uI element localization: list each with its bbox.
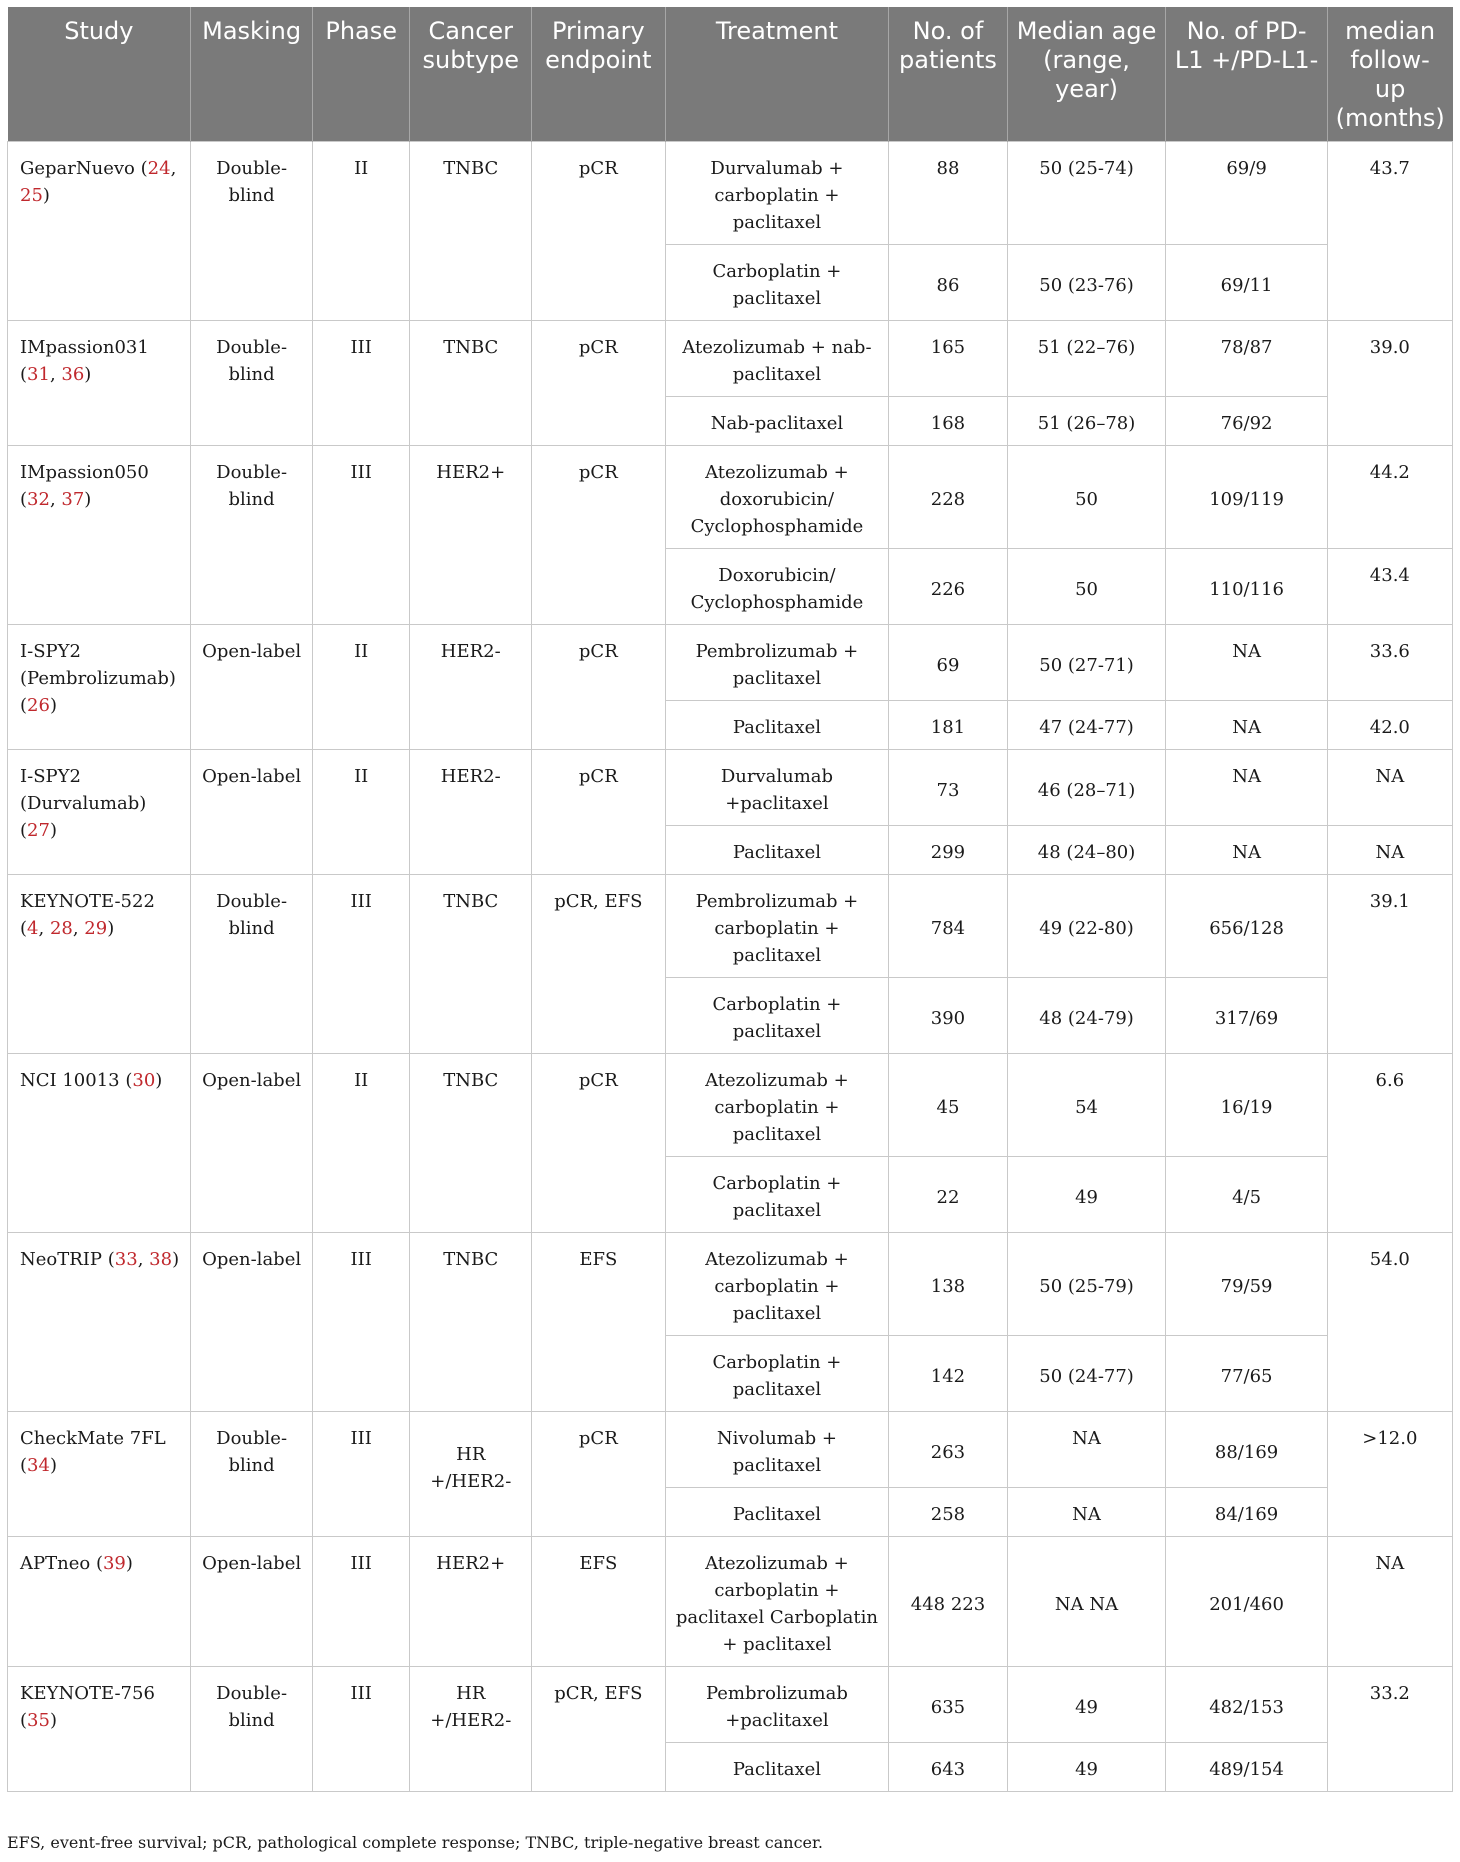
patients-cell: 299	[889, 826, 1007, 875]
patients-cell: 73	[889, 750, 1007, 826]
age-cell: 49	[1007, 1743, 1166, 1792]
pdl1-cell: 656/128	[1166, 875, 1327, 978]
treatment-cell: Paclitaxel	[665, 1743, 889, 1792]
treatment-cell: Carboplatin + paclitaxel	[665, 245, 889, 321]
phase-cell: III	[312, 1233, 409, 1412]
subtype-cell: TNBC	[410, 142, 532, 321]
treatment-cell: Paclitaxel	[665, 826, 889, 875]
study-cell	[8, 1233, 191, 1412]
study-name: KEYNOTE-522	[20, 891, 155, 912]
table-footnote: EFS, event-free survival; pCR, pathological complete response; TNBC, triple-negative breast cancer.	[7, 1833, 823, 1852]
patients-cell: 45	[889, 1054, 1007, 1157]
reference-link[interactable]: 32	[27, 489, 50, 510]
patients-cell: 784	[889, 875, 1007, 978]
column-header-no-of-patients: No. of patients	[889, 7, 1007, 142]
study-cell	[8, 1054, 191, 1233]
subtype-cell: TNBC	[410, 875, 532, 1054]
pdl1-cell: 317/69	[1166, 978, 1327, 1054]
phase-cell: III	[312, 321, 409, 446]
age-cell: 50 (25-79)	[1007, 1233, 1166, 1336]
age-cell: 54	[1007, 1054, 1166, 1157]
endpoint-cell: pCR, EFS	[532, 875, 665, 1054]
pdl1-cell: NA	[1166, 750, 1327, 826]
pdl1-cell: NA	[1166, 826, 1327, 875]
reference-list: (24, 25)	[20, 158, 177, 206]
age-cell: 51 (22–76)	[1007, 321, 1166, 397]
followup-cell: 43.4	[1327, 549, 1452, 625]
study-cell	[8, 142, 191, 321]
column-header-primary-endpoint: Primary endpoint	[532, 7, 665, 142]
followup-cell: NA	[1327, 1537, 1452, 1667]
patients-cell: 168	[889, 397, 1007, 446]
reference-list: (27)	[20, 820, 57, 841]
age-cell: 47 (24-77)	[1007, 701, 1166, 750]
masking-cell: Open-label	[191, 1537, 313, 1667]
age-cell: 49	[1007, 1667, 1166, 1743]
masking-cell: Double-blind	[191, 446, 313, 625]
reference-link[interactable]: 34	[27, 1455, 50, 1476]
table-row	[8, 875, 1453, 978]
masking-cell: Open-label	[191, 750, 313, 875]
reference-link[interactable]: 37	[61, 489, 85, 510]
column-header-median-follow-up: median follow-up (months)	[1327, 7, 1452, 142]
followup-cell: NA	[1327, 750, 1452, 826]
pdl1-cell: 84/169	[1166, 1488, 1327, 1537]
reference-link[interactable]: 39	[102, 1553, 126, 1574]
study-cell	[8, 1667, 191, 1792]
pdl1-cell: 77/65	[1166, 1336, 1327, 1412]
table-row	[8, 142, 1453, 245]
treatment-cell: Paclitaxel	[665, 1488, 889, 1537]
subtype-cell: HER2-	[410, 625, 532, 750]
patients-cell: 181	[889, 701, 1007, 750]
pdl1-cell: 16/19	[1166, 1054, 1327, 1157]
patients-cell: 69	[889, 625, 1007, 701]
reference-list: (4, 28, 29)	[20, 918, 115, 939]
patients-cell: 263	[889, 1412, 1007, 1488]
reference-link[interactable]: 25	[20, 185, 43, 206]
phase-cell: III	[312, 875, 409, 1054]
phase-cell: II	[312, 1054, 409, 1233]
table-row	[8, 1233, 1453, 1336]
phase-cell: III	[312, 1537, 409, 1667]
followup-cell: 33.2	[1327, 1667, 1452, 1792]
reference-link[interactable]: 4	[27, 918, 39, 939]
column-header-median-age: Median age (range, year)	[1007, 7, 1166, 142]
reference-list: (30)	[125, 1070, 163, 1091]
subtype-cell	[410, 1412, 532, 1537]
followup-cell: 39.1	[1327, 875, 1452, 1054]
phase-cell: II	[312, 142, 409, 321]
study-name: KEYNOTE-756	[20, 1683, 155, 1704]
study-name: IMpassion050	[20, 462, 149, 483]
study-name: NeoTRIP	[20, 1249, 103, 1270]
reference-list: (35)	[20, 1710, 57, 1731]
pdl1-cell: 489/154	[1166, 1743, 1327, 1792]
study-name: GeparNuevo	[20, 158, 135, 179]
age-cell: 50 (24-77)	[1007, 1336, 1166, 1412]
reference-link[interactable]: 33	[114, 1249, 138, 1270]
patients-cell: 86	[889, 245, 1007, 321]
patients-cell: 142	[889, 1336, 1007, 1412]
pdl1-cell: NA	[1166, 701, 1327, 750]
treatment-cell: Nivolumab + paclitaxel	[665, 1412, 889, 1488]
patients-cell: 448 223	[889, 1537, 1007, 1667]
pdl1-cell: 109/119	[1166, 446, 1327, 549]
table-row	[8, 446, 1453, 549]
patients-cell: 138	[889, 1233, 1007, 1336]
study-cell	[8, 750, 191, 875]
endpoint-cell: pCR	[532, 446, 665, 625]
masking-cell: Double-blind	[191, 1412, 313, 1537]
reference-link[interactable]: 28	[49, 918, 73, 939]
table-row	[8, 1054, 1453, 1157]
treatment-cell: Nab-paclitaxel	[665, 397, 889, 446]
patients-cell: 22	[889, 1157, 1007, 1233]
treatment-cell: Pembrolizumab + paclitaxel	[665, 625, 889, 701]
study-cell	[8, 321, 191, 446]
reference-link[interactable]: 30	[132, 1070, 156, 1091]
followup-cell: 6.6	[1327, 1054, 1452, 1233]
column-header-cancer-subtype: Cancer subtype	[410, 7, 532, 142]
phase-cell: II	[312, 625, 409, 750]
followup-cell: NA	[1327, 826, 1452, 875]
pdl1-cell: 76/92	[1166, 397, 1327, 446]
study-name: IMpassion031	[20, 337, 149, 358]
study-cell	[8, 446, 191, 625]
reference-link[interactable]: 35	[27, 1710, 50, 1731]
subtype-text: HR +/HER2-	[430, 1444, 512, 1492]
endpoint-cell: pCR	[532, 750, 665, 875]
header-row	[8, 7, 1453, 142]
column-header-treatment: Treatment	[665, 7, 889, 142]
treatment-cell: Carboplatin + paclitaxel	[665, 978, 889, 1054]
treatment-cell: Atezolizumab + carboplatin + paclitaxel	[665, 1233, 889, 1336]
reference-link[interactable]: 24	[147, 158, 171, 179]
masking-cell: Double-blind	[191, 142, 313, 321]
study-name: I-SPY2 (Durvalumab)	[20, 766, 147, 814]
followup-cell: 42.0	[1327, 701, 1452, 750]
study-cell	[8, 625, 191, 750]
treatment-cell: Carboplatin + paclitaxel	[665, 1157, 889, 1233]
patients-cell: 643	[889, 1743, 1007, 1792]
age-cell: 48 (24-79)	[1007, 978, 1166, 1054]
endpoint-cell: pCR, EFS	[532, 1667, 665, 1792]
pdl1-cell: 78/87	[1166, 321, 1327, 397]
pdl1-cell: 4/5	[1166, 1157, 1327, 1233]
masking-cell: Open-label	[191, 1233, 313, 1412]
patients-cell: 258	[889, 1488, 1007, 1537]
treatment-cell: Doxorubicin/ Cyclophosphamide	[665, 549, 889, 625]
age-cell: 50 (25-74)	[1007, 142, 1166, 245]
age-cell: 49 (22-80)	[1007, 875, 1166, 978]
treatment-cell: Carboplatin + paclitaxel	[665, 1336, 889, 1412]
study-cell	[8, 1537, 191, 1667]
treatment-cell: Atezolizumab + nab-paclitaxel	[665, 321, 889, 397]
followup-cell: 33.6	[1327, 625, 1452, 701]
pdl1-cell: 201/460	[1166, 1537, 1327, 1667]
reference-link[interactable]: 29	[84, 918, 108, 939]
treatment-cell: Atezolizumab + carboplatin + paclitaxel Carboplatin + paclitaxel	[665, 1537, 889, 1667]
subtype-cell: HER2-	[410, 750, 532, 875]
patients-cell: 165	[889, 321, 1007, 397]
study-name: CheckMate 7FL	[20, 1428, 166, 1449]
reference-list: (39)	[95, 1553, 133, 1574]
pdl1-cell: 69/9	[1166, 142, 1327, 245]
reference-link[interactable]: 27	[27, 820, 50, 841]
subtype-cell: TNBC	[410, 1233, 532, 1412]
followup-cell: 43.7	[1327, 142, 1452, 321]
pdl1-cell: 110/116	[1166, 549, 1327, 625]
study-name: I-SPY2 (Pembrolizumab)	[20, 641, 176, 689]
endpoint-cell: pCR	[532, 321, 665, 446]
study-cell	[8, 875, 191, 1054]
masking-cell: Open-label	[191, 625, 313, 750]
patients-cell: 390	[889, 978, 1007, 1054]
study-name: APTneo	[20, 1553, 91, 1574]
treatment-cell: Durvalumab + carboplatin + paclitaxel	[665, 142, 889, 245]
reference-link[interactable]: 31	[27, 364, 50, 385]
study-cell	[8, 1412, 191, 1537]
endpoint-cell: pCR	[532, 142, 665, 321]
patients-cell: 88	[889, 142, 1007, 245]
column-header-pd-l1: No. of PD-L1 +/PD-L1-	[1166, 7, 1327, 142]
endpoint-cell: pCR	[532, 1054, 665, 1233]
masking-cell: Double-blind	[191, 321, 313, 446]
subtype-cell: TNBC	[410, 1054, 532, 1233]
age-cell: 50	[1007, 549, 1166, 625]
table-row	[8, 750, 1453, 826]
followup-cell: >12.0	[1327, 1412, 1452, 1537]
phase-cell: II	[312, 750, 409, 875]
table-row	[8, 1537, 1453, 1667]
subtype-cell: HR +/HER2-	[410, 1667, 532, 1792]
subtype-cell: TNBC	[410, 321, 532, 446]
patients-cell: 635	[889, 1667, 1007, 1743]
treatment-cell: Atezolizumab + doxorubicin/ Cyclophosphamide	[665, 446, 889, 549]
treatment-cell: Durvalumab +paclitaxel	[665, 750, 889, 826]
age-cell: 50 (23-76)	[1007, 245, 1166, 321]
treatment-cell: Atezolizumab + carboplatin + paclitaxel	[665, 1054, 889, 1157]
study-name: NCI 10013	[20, 1070, 120, 1091]
age-cell: 49	[1007, 1157, 1166, 1233]
table-row	[8, 625, 1453, 701]
patients-cell: 228	[889, 446, 1007, 549]
age-cell: NA NA	[1007, 1537, 1166, 1667]
subtype-cell: HER2+	[410, 446, 532, 625]
age-cell: 46 (28–71)	[1007, 750, 1166, 826]
pdl1-cell: 79/59	[1166, 1233, 1327, 1336]
table-row	[8, 321, 1453, 397]
age-cell: NA	[1007, 1488, 1166, 1537]
column-header-masking: Masking	[191, 7, 313, 142]
pdl1-cell: 69/11	[1166, 245, 1327, 321]
reference-list: (31, 36)	[20, 364, 92, 385]
age-cell: 50 (27-71)	[1007, 625, 1166, 701]
reference-list: (33, 38)	[107, 1249, 180, 1270]
patients-cell: 226	[889, 549, 1007, 625]
table-row	[8, 1412, 1453, 1488]
age-cell: 48 (24–80)	[1007, 826, 1166, 875]
reference-list: (32, 37)	[20, 489, 92, 510]
reference-link[interactable]: 38	[149, 1249, 173, 1270]
masking-cell: Double-blind	[191, 875, 313, 1054]
table-row	[8, 1667, 1453, 1743]
column-header-study: Study	[8, 7, 191, 142]
reference-list: (26)	[20, 695, 57, 716]
phase-cell: III	[312, 1667, 409, 1792]
reference-link[interactable]: 26	[27, 695, 50, 716]
subtype-cell: HER2+	[410, 1537, 532, 1667]
column-header-phase: Phase	[312, 7, 409, 142]
age-cell: NA	[1007, 1412, 1166, 1488]
age-cell: 50	[1007, 446, 1166, 549]
followup-cell: 54.0	[1327, 1233, 1452, 1412]
endpoint-cell: EFS	[532, 1537, 665, 1667]
treatment-cell: Pembrolizumab +paclitaxel	[665, 1667, 889, 1743]
endpoint-cell: EFS	[532, 1233, 665, 1412]
masking-cell: Open-label	[191, 1054, 313, 1233]
reference-list: (34)	[20, 1455, 57, 1476]
pdl1-cell: 88/169	[1166, 1412, 1327, 1488]
phase-cell: III	[312, 1412, 409, 1537]
clinical-trials-table	[7, 7, 1453, 1792]
reference-link[interactable]: 36	[61, 364, 85, 385]
pdl1-cell: NA	[1166, 625, 1327, 701]
age-cell: 51 (26–78)	[1007, 397, 1166, 446]
pdl1-cell: 482/153	[1166, 1667, 1327, 1743]
followup-cell: 39.0	[1327, 321, 1452, 446]
endpoint-cell: pCR	[532, 625, 665, 750]
treatment-cell: Pembrolizumab + carboplatin + paclitaxel	[665, 875, 889, 978]
followup-cell: 44.2	[1327, 446, 1452, 549]
phase-cell: III	[312, 446, 409, 625]
endpoint-cell: pCR	[532, 1412, 665, 1537]
masking-cell: Double-blind	[191, 1667, 313, 1792]
treatment-cell: Paclitaxel	[665, 701, 889, 750]
